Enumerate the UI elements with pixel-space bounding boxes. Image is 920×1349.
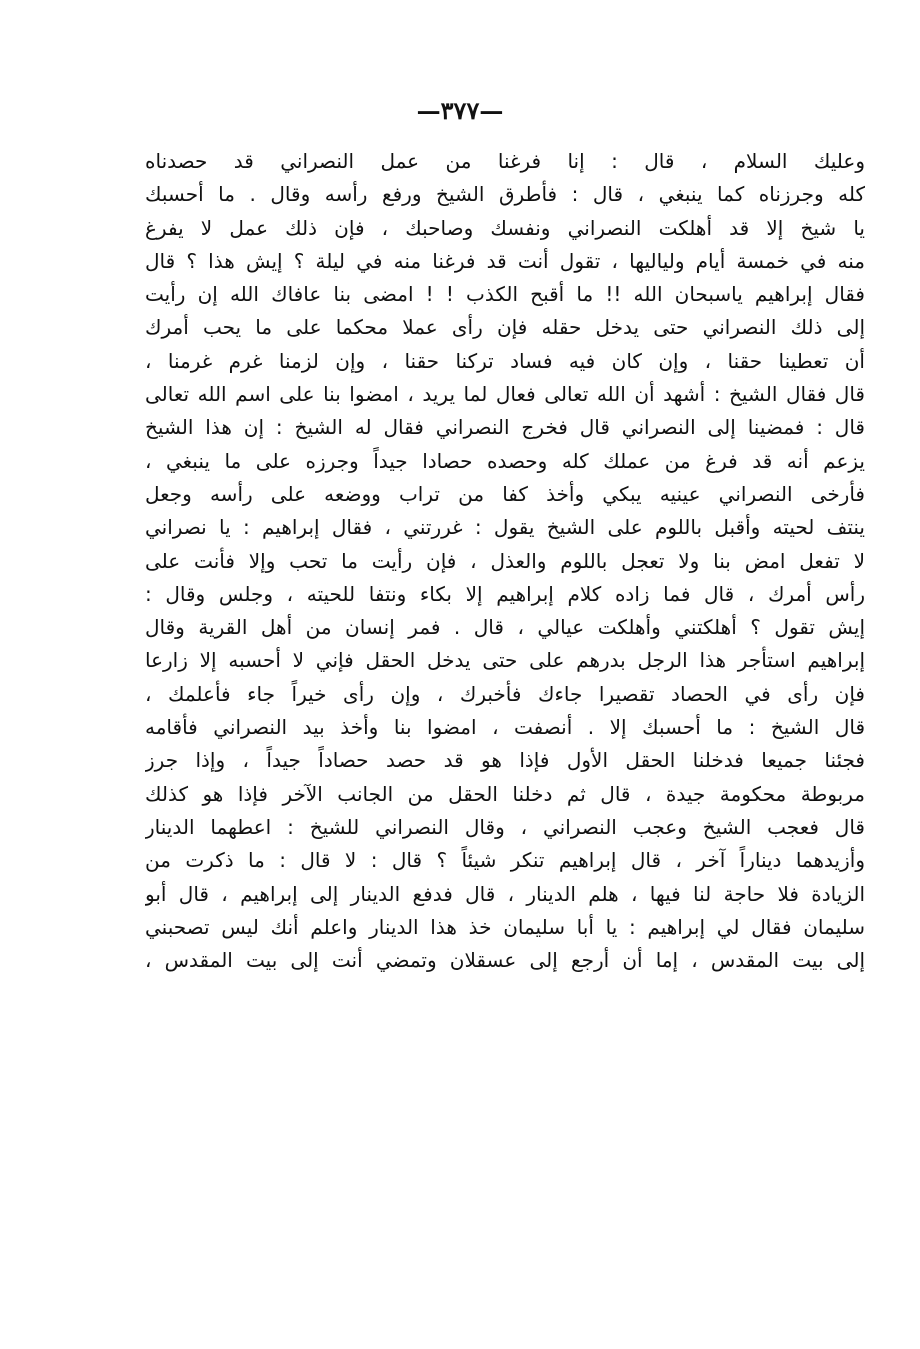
page-number: —٣٧٧— [416, 96, 504, 125]
body-text [145, 145, 865, 977]
text-line: فإن رأى في الحصاد تقصيرا جاءك فأخبرك ، وإن رأى خيراً جاء فأعلمك ، [145, 681, 865, 706]
text-line: إبراهيم استأجر هذا الرجل بدرهم على حتى يدخل الحقل فإني لا أحسبه إلا زارعا [145, 648, 865, 673]
text-line: رأس أمرك ، قال فما زاده كلام إبراهيم إلا بكاء ونتفا للحيته ، وجلس وقال : [145, 581, 865, 606]
text-line: فقال إبراهيم ياسبحان الله !! ما أقبح الكذب ! ! امضى بنا عافاك الله إن رأيت [145, 282, 865, 307]
text-line: الزيادة فلا حاجة لنا فيها ، هلم الدينار ، قال فدفع الدينار إلى إبراهيم ، قال أبو [145, 881, 865, 906]
text-line: إيش تقول ؟ أهلكتني وأهلكت عيالي ، قال . فمر إنسان من أهل القرية وقال [145, 615, 865, 640]
text-line: وأزيدهما ديناراً آخر ، قال إبراهيم تنكر شيئاً ؟ قال : لا قال : ما ذكرت من [145, 848, 865, 873]
text-line: قال فقال الشيخ : أشهد أن الله تعالى فعال لما يريد ، امضوا بنا على اسم الله تعالى [145, 382, 865, 407]
text-line: لا تفعل امض بنا ولا تعجل باللوم والعذل ، فإن رأيت ما تحب وإلا فأنت على [145, 548, 865, 573]
text-line: وعليك السلام ، قال : إنا فرغنا من عمل النصراني قد حصدناه [145, 149, 865, 173]
text-line: أن تعطينا حقنا ، وإن كان فيه فساد تركنا حقنا ، وإن لزمنا غرم غرمنا ، [145, 348, 865, 373]
text-line: فجئنا جميعا فدخلنا الحقل الأول فإذا هو قد حصد حصاداً جيداً ، وإذا جرز [145, 748, 865, 773]
text-line: مربوطة محكومة جيدة ، قال ثم دخلنا الحقل من الجانب الآخر فإذا هو كذلك [145, 781, 865, 806]
text-line: إلى بيت المقدس ، إما أن أرجع إلى عسقلان وتمضي أنت إلى بيت المقدس ، [145, 948, 865, 973]
text-line: كله وجرزناه كما ينبغي ، قال : فأطرق الشيخ ورفع رأسه وقال . ما أحسبك [145, 182, 865, 207]
text-line: قال الشيخ : ما أحسبك إلا . أنصفت ، امضوا بنا وأخذ بيد النصراني فأقامه [145, 715, 865, 740]
text-line: قال : فمضينا إلى النصراني قال فخرج النصراني فقال له الشيخ : إن هذا الشيخ [145, 415, 865, 440]
text-line: ينتف لحيته وأقبل باللوم على الشيخ يقول : غررتني ، فقال إبراهيم : يا نصراني [145, 515, 865, 540]
text-line: منه في خمسة أيام ولياليها ، تقول أنت قد فرغنا منه في ليلة ؟ إيش هذا ؟ قال [145, 248, 865, 273]
text-line: يزعم أنه قد فرغ من عملك كله وحصده حصادا جيداً وجرزه على ما ينبغي ، [145, 448, 865, 473]
text-line: يا شيخ إلا قد أهلكت النصراني ونفسك وصاحبك ، فإن ذلك عمل لا يفرغ [145, 215, 865, 240]
text-line: فأرخى النصراني عينيه يبكي وأخذ كفا من تراب ووضعه على رأسه وجعل [145, 481, 865, 506]
text-line: سليمان فقال لي إبراهيم : يا أبا سليمان خذ هذا الدينار واعلم أنك ليس تصحبني [145, 914, 865, 939]
text-line: قال فعجب الشيخ وعجب النصراني ، وقال النصراني للشيخ : اعطهما الدينار [145, 814, 865, 839]
text-line: إلى ذلك النصراني حتى يدخل حقله فإن رأى عملا محكما على ما يحب أمرك [145, 315, 865, 340]
